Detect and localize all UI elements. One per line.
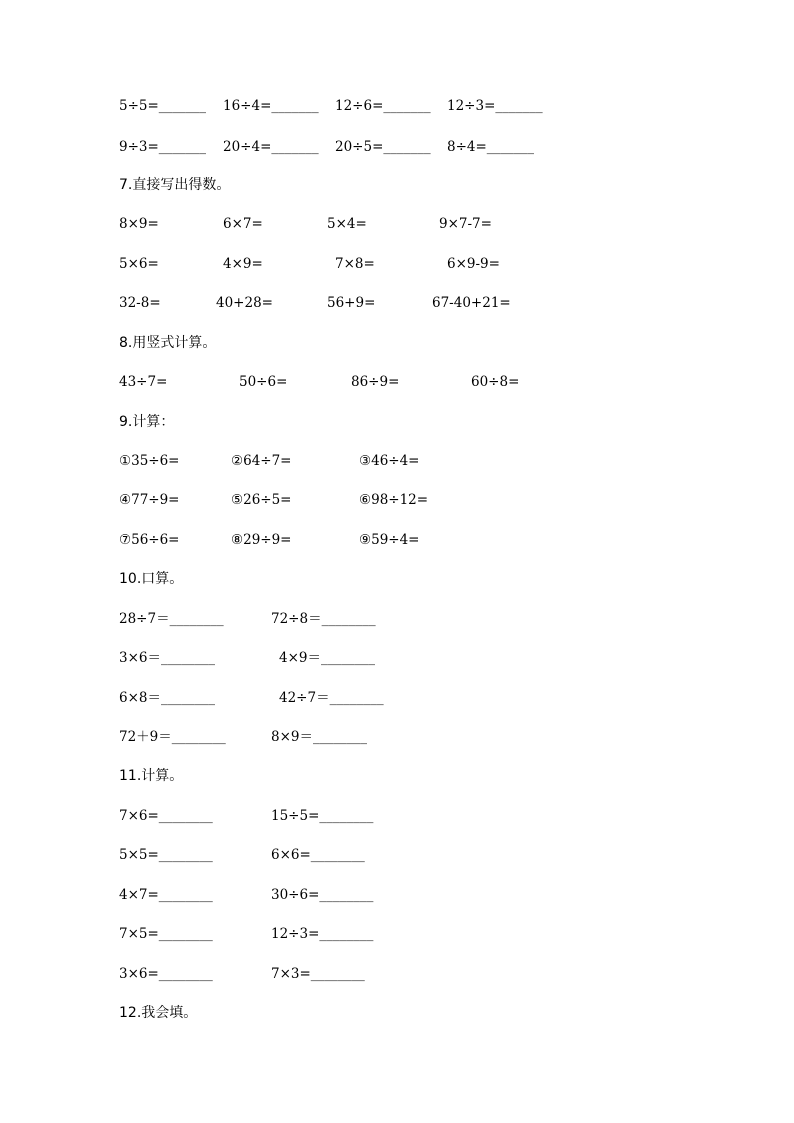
problem: 30÷6=________	[271, 887, 374, 903]
problem: 72÷8＝________	[271, 611, 376, 627]
problem: 7×5=________	[119, 926, 213, 942]
problem-row	[0, 254, 794, 274]
problem-row	[0, 490, 794, 510]
problem: 5×4=	[327, 216, 367, 232]
problem: 12÷3=________	[271, 926, 374, 942]
problem-row	[0, 885, 794, 905]
problem: 15÷5=________	[271, 808, 374, 824]
problem: 7×3=________	[271, 966, 365, 982]
problem-row	[0, 648, 794, 668]
problem: 16÷4=_______	[223, 98, 319, 114]
question-title: 7.直接写出得数。	[119, 177, 231, 193]
problem: 9÷3=_______	[119, 139, 207, 155]
problem: 32-8=	[119, 295, 161, 311]
question-title: 10.口算。	[119, 571, 184, 587]
problem: 20÷4=_______	[223, 139, 319, 155]
problem: 8÷4=_______	[447, 139, 535, 155]
problem: 5÷5=_______	[119, 98, 207, 114]
problem: 5×5=________	[119, 847, 213, 863]
problem: 9×7-7=	[439, 216, 492, 232]
problem-row	[0, 806, 794, 826]
problem: 6×9-9=	[447, 256, 500, 272]
problem-row	[0, 451, 794, 471]
question-7-heading	[0, 175, 794, 195]
problem: 12÷6=_______	[335, 98, 431, 114]
problem: ⑤26÷5=	[231, 492, 292, 508]
problem: ④77÷9=	[119, 492, 180, 508]
problem: ①35÷6=	[119, 453, 180, 469]
problem: 40+28=	[216, 295, 273, 311]
problem: ②64÷7=	[231, 453, 292, 469]
question-11-heading	[0, 766, 794, 786]
problem-row	[0, 845, 794, 865]
problem: 28÷7＝________	[119, 611, 224, 627]
question-title: 11.计算。	[119, 768, 184, 784]
problem-row	[0, 727, 794, 747]
problem: ⑧29÷9=	[231, 532, 292, 548]
problem: 4×9=	[223, 256, 263, 272]
question-title: 9.计算：	[119, 414, 175, 430]
problem: 43÷7=	[119, 374, 168, 390]
problem: 50÷6=	[239, 374, 288, 390]
problem-row	[0, 137, 794, 157]
problem-row	[0, 688, 794, 708]
problem: ③46÷4=	[359, 453, 420, 469]
problem-row	[0, 924, 794, 944]
problem: 42÷7＝________	[279, 690, 384, 706]
problem-row	[0, 964, 794, 984]
problem: ⑨59÷4=	[359, 532, 420, 548]
problem: 8×9＝________	[271, 729, 367, 745]
problem: 8×9=	[119, 216, 159, 232]
problem: 6×6=________	[271, 847, 365, 863]
question-10-heading	[0, 569, 794, 589]
problem: 4×9＝________	[279, 650, 375, 666]
problem: 60÷8=	[471, 374, 520, 390]
question-title: 12.我会填。	[119, 1005, 198, 1021]
problem: 86÷9=	[351, 374, 400, 390]
question-title: 8.用竖式计算。	[119, 335, 217, 351]
problem-row	[0, 609, 794, 629]
problem: 72＋9＝________	[119, 729, 226, 745]
problem: 67-40+21=	[432, 295, 511, 311]
question-8-heading	[0, 333, 794, 353]
problem: 6×8＝________	[119, 690, 215, 706]
problem: 7×6=________	[119, 808, 213, 824]
question-12-heading	[0, 1003, 794, 1023]
problem: 3×6=________	[119, 966, 213, 982]
problem-row	[0, 372, 794, 392]
problem-row	[0, 530, 794, 550]
question-9-heading	[0, 412, 794, 432]
problem: 56+9=	[327, 295, 376, 311]
problem: 6×7=	[223, 216, 263, 232]
problem: ⑦56÷6=	[119, 532, 180, 548]
problem-row	[0, 96, 794, 116]
problem: 3×6＝________	[119, 650, 215, 666]
problem: 5×6=	[119, 256, 159, 272]
problem: 4×7=________	[119, 887, 213, 903]
problem-row	[0, 214, 794, 234]
problem-row	[0, 293, 794, 313]
problem: 20÷5=_______	[335, 139, 431, 155]
problem: 7×8=	[335, 256, 375, 272]
problem: ⑥98÷12=	[359, 492, 429, 508]
problem: 12÷3=_______	[447, 98, 543, 114]
